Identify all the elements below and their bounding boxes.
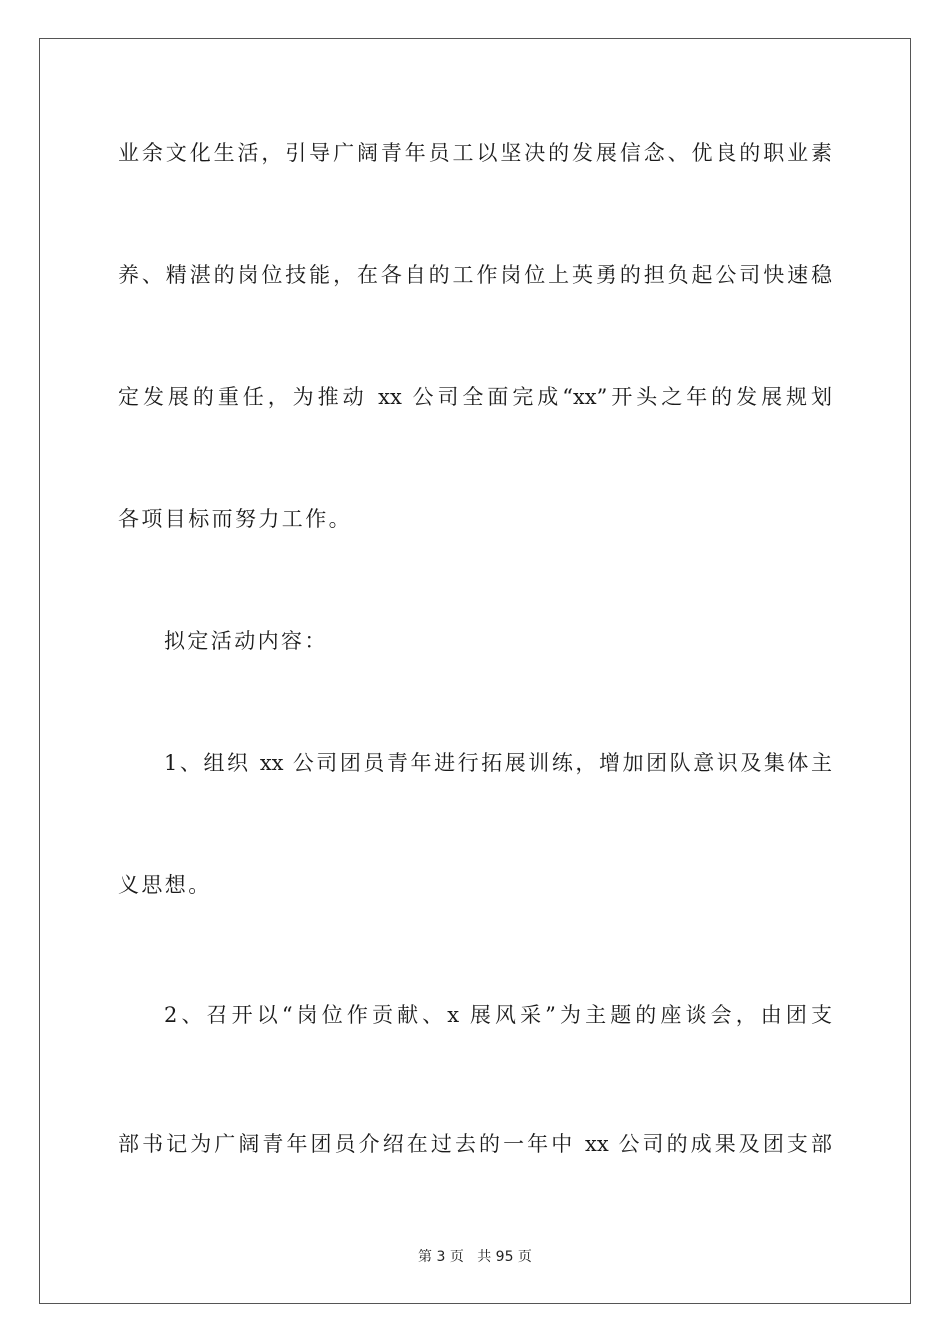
- body-line-3: 定发展的重任，为推动 xx 公司全面完成“xx”开头之年的发展规划: [118, 385, 832, 409]
- list-item-2-line-1: 2、召开以“岗位作贡献、x 展风采”为主题的座谈会，由团支: [164, 1003, 832, 1027]
- section-heading: 拟定活动内容：: [164, 629, 328, 653]
- list-item-1-line-2: 义思想。: [118, 873, 212, 897]
- body-line-1: 业余文化生活，引导广阔青年员工以坚决的发展信念、优良的职业素: [118, 141, 832, 165]
- body-line-4: 各项目标而努力工作。: [118, 507, 352, 531]
- page-footer: [0, 1248, 950, 1266]
- list-item-1-line-1: 1、组织 xx 公司团员青年进行拓展训练，增加团队意识及集体主: [164, 751, 832, 775]
- page-border: [39, 38, 911, 1304]
- page-number: 第 3 页: [418, 1249, 464, 1265]
- body-line-2: 养、精湛的岗位技能，在各自的工作岗位上英勇的担负起公司快速稳: [118, 263, 832, 287]
- page-total: 共 95 页: [477, 1249, 532, 1265]
- list-item-2-line-2: 部书记为广阔青年团员介绍在过去的一年中 xx 公司的成果及团支部: [118, 1132, 832, 1156]
